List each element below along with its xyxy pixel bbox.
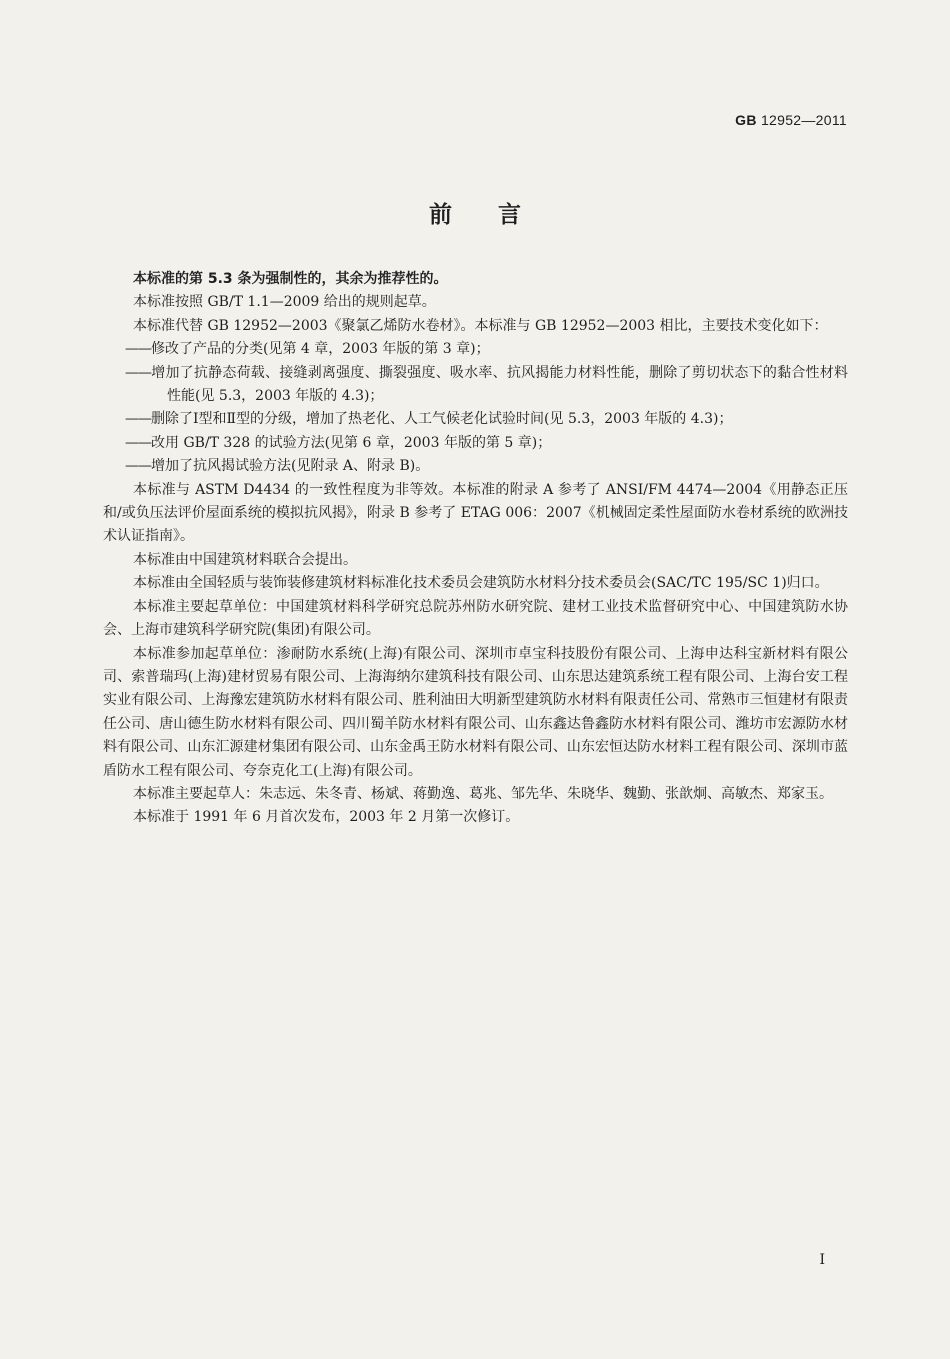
change-item bbox=[103, 338, 848, 361]
paragraph-drafting-rules: 本标准按照 GB/T 1.1—2009 给出的规则起草。 bbox=[133, 294, 436, 311]
paragraph-mandatory: 本标准的第 5.3 条为强制性的，其余为推荐性的。 bbox=[133, 271, 448, 287]
dash-mark: —— bbox=[125, 458, 151, 475]
standard-prefix: GB bbox=[735, 112, 757, 128]
dash-mark: —— bbox=[125, 364, 151, 381]
change-text: 删除了Ⅰ型和Ⅱ型的分级，增加了热老化、人工气候老化试验时间(见 5.3，2003 年版的 4.3)； bbox=[151, 411, 733, 428]
paragraph-proposer: 本标准由中国建筑材料联合会提出。 bbox=[133, 551, 357, 568]
paragraph-history: 本标准于 1991 年 6 月首次发布，2003 年 2 月第一次修订。 bbox=[133, 809, 520, 826]
dash-mark: —— bbox=[125, 411, 151, 428]
change-item bbox=[103, 432, 848, 455]
paragraph-participating-units: 本标准参加起草单位：渗耐防水系统(上海)有限公司、深圳市卓宝科技股份有限公司、上海申达科宝新材料有限公司、索普瑞玛(上海)建材贸易有限公司、上海海纳尔建筑科技有限公司、山东思达建筑系统工程有限公司、上海台安工程实业有限公司、上海豫宏建筑防水材料有限公司、胜利油田大明新型建筑防水材料有限责任公司、常熟市三恒建材有限责任公司、唐山德生防水材料有限公司、四川蜀羊防水材料有限公司、山东鑫达鲁鑫防水材料有限公司、潍坊市宏源防水材料有限公司、山东汇源建材集团有限公司、山东金禹王防水材料有限公司、山东宏恒达防水材料工程有限公司、深圳市蓝盾防水工程有限公司、夸奈克化工(上海)有限公司。 bbox=[103, 645, 848, 779]
change-item bbox=[103, 455, 848, 478]
page-number: I bbox=[819, 1252, 825, 1268]
standard-number: 12952—2011 bbox=[760, 112, 847, 128]
change-text: 修改了产品的分类(见第 4 章，2003 年版的第 3 章)； bbox=[151, 341, 490, 358]
page-title: 前言 bbox=[429, 202, 567, 228]
foreword-body bbox=[103, 268, 848, 830]
change-item bbox=[103, 408, 848, 431]
change-text: 增加了抗静态荷载、接缝剥离强度、撕裂强度、吸水率、抗风揭能力材料性能，删除了剪切状态下的黏合性材料性能(见 5.3，2003 年版的 4.3)； bbox=[151, 364, 848, 405]
standard-code bbox=[735, 112, 847, 128]
paragraph-committee: 本标准由全国轻质与装饰装修建筑材料标准化技术委员会建筑防水材料分技术委员会(SAC/TC 195/SC 1)归口。 bbox=[133, 575, 829, 592]
change-text: 改用 GB/T 328 的试验方法(见第 6 章，2003 年版的第 5 章)； bbox=[151, 434, 552, 451]
paragraph-equivalence: 本标准与 ASTM D4434 的一致性程度为非等效。本标准的附录 A 参考了 ANSI/FM 4474—2004《用静态正压和/或负压法评价屋面系统的模拟抗风揭》，附录 B 参考了 ETAG 006：2007《机械固定柔性屋面防水卷材系统的欧洲技术认证指南》。 bbox=[103, 481, 848, 545]
paragraph-drafters: 本标准主要起草人：朱志远、朱冬青、杨斌、蒋勤逸、葛兆、邹先华、朱晓华、魏勤、张歆炯、高敏杰、郑家玉。 bbox=[133, 785, 833, 802]
change-item bbox=[103, 362, 848, 409]
paragraph-replacement: 本标准代替 GB 12952—2003《聚氯乙烯防水卷材》。本标准与 GB 12952—2003 相比，主要技术变化如下： bbox=[133, 317, 828, 334]
change-text: 增加了抗风揭试验方法(见附录 A、附录 B)。 bbox=[151, 458, 430, 475]
dash-mark: —— bbox=[125, 341, 151, 358]
dash-mark: —— bbox=[125, 434, 151, 451]
paragraph-main-drafters-units: 本标准主要起草单位：中国建筑材料科学研究总院苏州防水研究院、建材工业技术监督研究中心、中国建筑防水协会、上海市建筑科学研究院(集团)有限公司。 bbox=[103, 598, 848, 639]
